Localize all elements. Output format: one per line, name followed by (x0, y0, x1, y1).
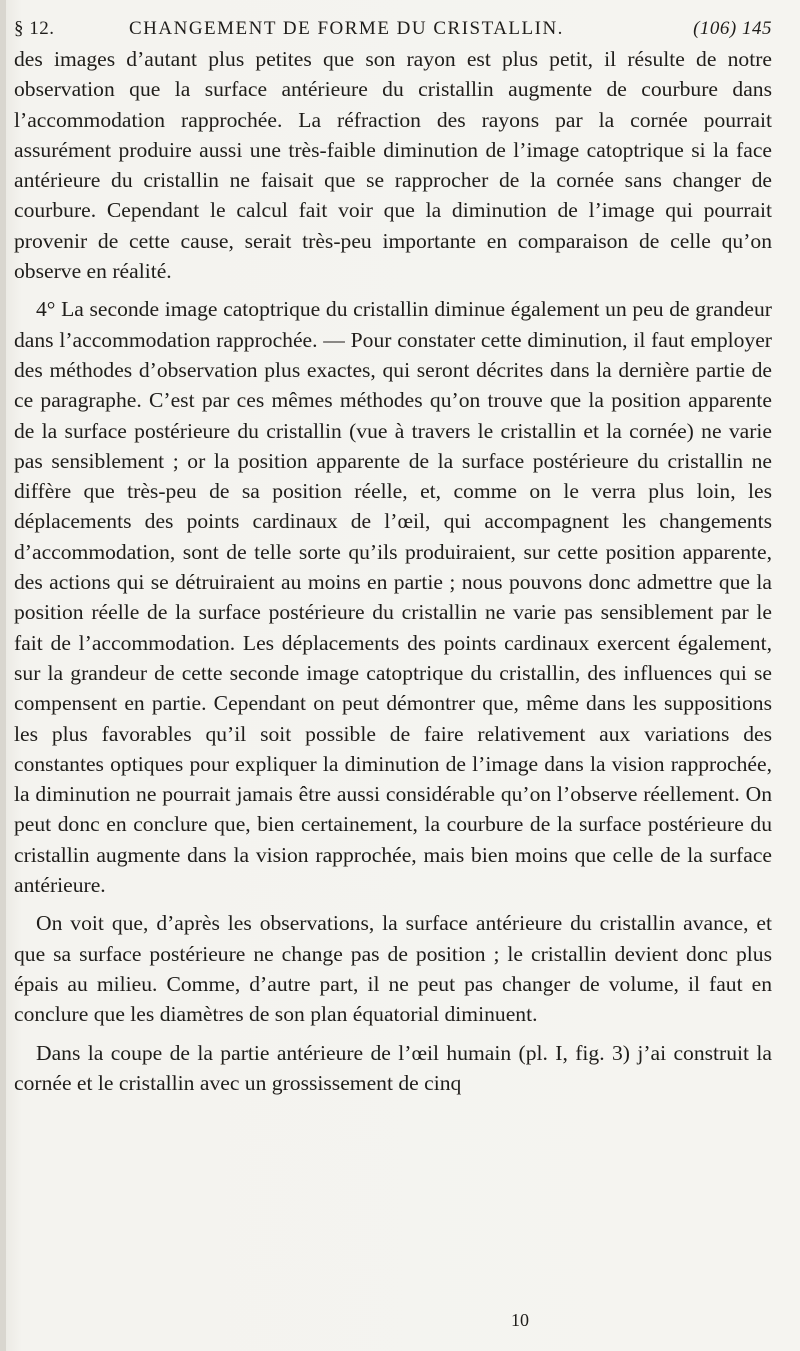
page-gutter (0, 0, 6, 1351)
signature-number: 10 (511, 1310, 529, 1330)
page-number: (106) 145 (693, 18, 772, 39)
section-number: § 12. (14, 18, 55, 39)
paragraph: Dans la coupe de la partie antérieure de l’œil humain (pl. I, fig. 3) j’ai construit la cornée et le cristallin avec un grossissement de cinq (14, 1040, 772, 1095)
paragraph: des images d’autant plus petites que son rayon est plus petit, il résulte de notre observation que la surface antérieure du cristallin augmente de courbure dans l’accommodation rapprochée. La réfraction des rayons par la cornée pourrait assurément produire aussi une très-faible diminution de l’image catoptrique si la face antérieure du cristallin ne faisait que se rapprocher de la cornée sans changer de courbure. Cependant le calcul fait voir que la diminution de l’image qui pourrait provenir de cette cause, serait très-peu importante en comparaison de celle qu’on observe en réalité. (14, 47, 772, 284)
paragraph: 4° La seconde image catoptrique du cristallin diminue également un peu de grandeur dans l’accommodation rapprochée. — Pour constater cette diminution, il faut employer des méthodes d’observation plus exactes, qui seront décrites dans la dernière partie de ce paragraphe. C’est par ces mêmes méthodes qu’on trouve que la position apparente de la surface postérieure du cristallin (vue à travers le cristallin et la cornée) ne varie pas sensiblement ; or la position apparente de la surface postérieure du cristallin ne diffère que très-peu de sa position réelle, et, comme on le verra plus loin, les déplacements des points cardinaux de l’œil, qui accompagnent les changements d’accommodation, sont de telle sorte qu’ils produiraient, sur cette position apparente, des actions qui se détruiraient au moins en partie ; nous pouvons donc admettre que la position réelle de la surface postérieure du cristallin ne varie pas sensiblement par le fait de l’accommodation. Les déplacements des points cardinaux exercent également, sur la grandeur de cette seconde image catoptrique du cristallin, des influences qui se compensent en partie. Cependant on peut démontrer que, même dans les suppositions les plus favorables qu’il soit possible de faire relativement aux variations des constantes optiques pour expliquer la diminution de l’image dans la vision rapprochée, la diminution ne pourrait jamais être aussi considérable qu’on l’observe réellement. On peut donc en conclure que, bien certainement, la courbure de la surface postérieure du cristallin augmente dans la vision rapprochée, mais bien moins que celle de la surface antérieure. (14, 297, 772, 898)
running-head (14, 14, 784, 44)
chapter-title: CHANGEMENT DE FORME DU CRISTALLIN. (129, 18, 564, 39)
body-text (14, 44, 772, 1098)
paragraph: On voit que, d’après les observations, la surface antérieure du cristallin avance, et que sa surface postérieure ne change pas de position ; le cristallin devient donc plus épais au milieu. Comme, d’autre part, il ne peut pas changer de volume, il faut en conclure que les diamètres de son plan équatorial diminuent. (14, 911, 772, 1027)
signature-mark (0, 1310, 800, 1331)
